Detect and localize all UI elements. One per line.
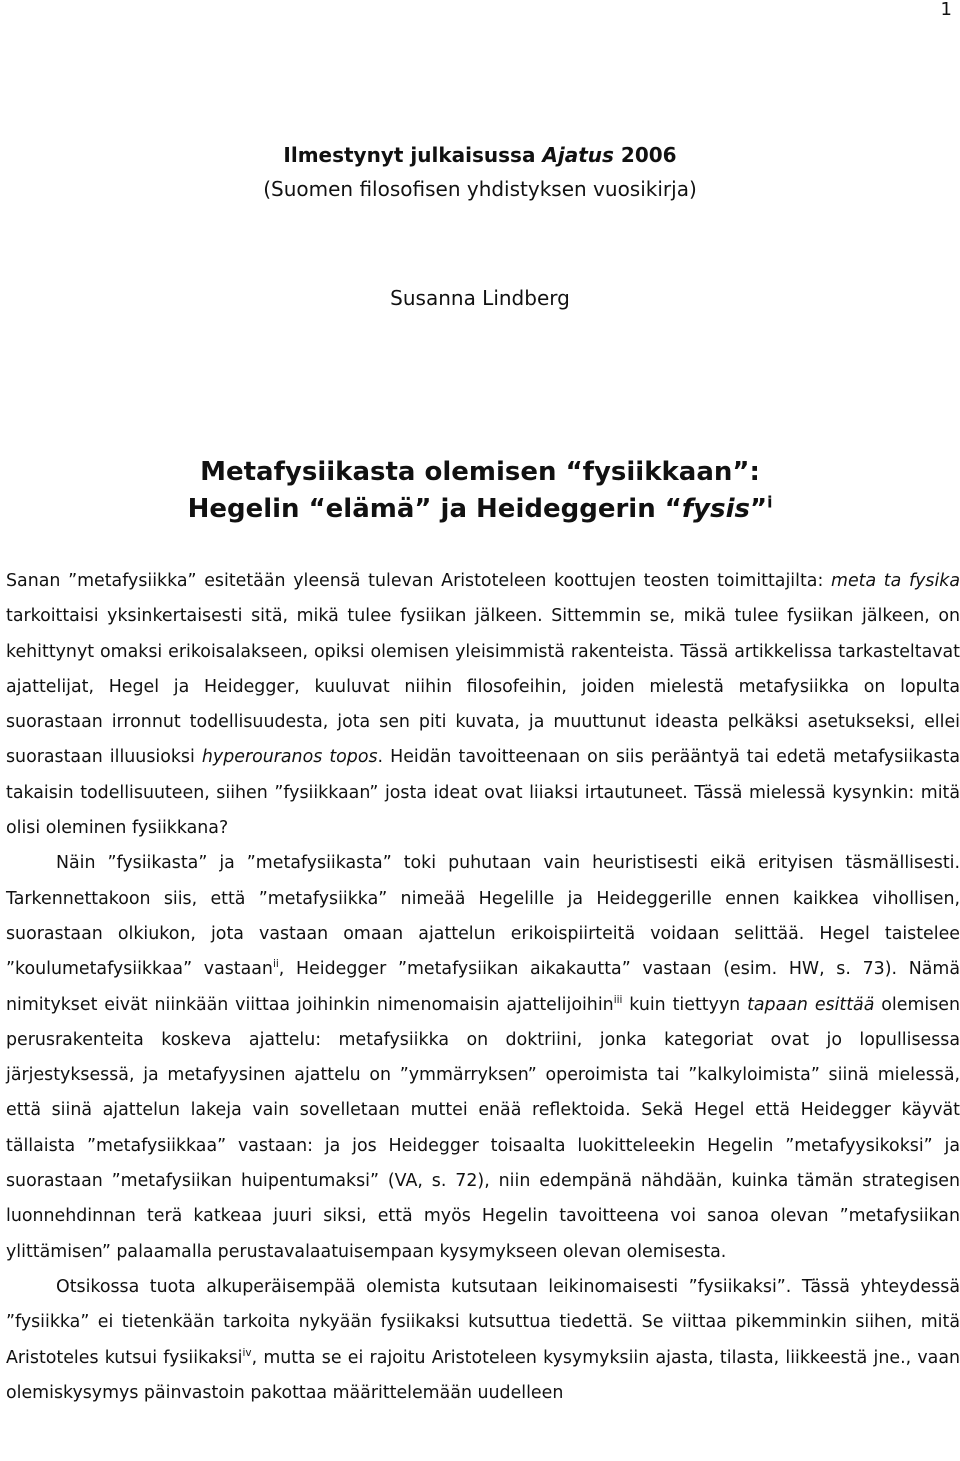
title-line-2 <box>0 491 960 528</box>
publication-prefix: Ilmestynyt julkaisussa <box>283 143 543 167</box>
title-footnote-ref[interactable]: i <box>767 493 773 512</box>
p3-text-b: , mutta se ei rajoitu Aristoteleen kysymyksiin ajasta, tilasta, liikkeestä jne., vaan olemiskysymys päinvastoin pakottaa määrittelemään uudelleen <box>6 1347 960 1403</box>
footnote-ref-iii[interactable]: iii <box>613 993 623 1006</box>
publication-note <box>0 140 960 204</box>
footnote-ref-ii[interactable]: ii <box>272 958 279 971</box>
title-line-1: Metafysiikasta olemisen “fysiikkaan”: <box>200 457 760 487</box>
p1-text-a: Sanan ”metafysiikka” esitetään yleensä tulevan Aristoteleen koottujen teosten toimittajilta: <box>6 571 831 591</box>
journal-name: Ajatus <box>542 143 614 167</box>
p1-text-e: . Heidän tavoitteenaan on siis perääntyä tai edetä metafysiikasta takaisin todellisuuteen, siihen ”fysiikkaan” josta ideat ovat liiaksi irtautuneet. Tässä mielessä kysynkin: mitä olisi oleminen fysiikkana? <box>6 747 960 839</box>
page-number: 1 <box>940 0 952 20</box>
publication-year: 2006 <box>613 143 677 167</box>
p3-text-a: Otsikossa tuota alkuperäisempää olemista kutsutaan leikinomaisesti ”fysiikaksi”. Tässä yhteydessä ”fysiikka” ei tietenkään tarkoita nykyään fysiikaksi kutsuttua tiedettä. Se viittaa pikemminkin siihen, mitä Aristoteles kutsui fysiikaksi <box>6 1276 960 1368</box>
article-title <box>0 454 960 528</box>
p2-text-b: , Heidegger ”metafysiikan aikakautta” vastaan (esim. HW, s. 73). Nämä nimitykset eivät niinkään viittaa joihinkin nimenomaisin ajattelijoihin <box>6 959 960 1015</box>
title-fysis: fysis <box>681 494 750 524</box>
paragraph-2 <box>6 846 960 1270</box>
publication-line-1 <box>0 140 960 170</box>
p2-text-c: kuin tiettyyn <box>622 994 748 1015</box>
p2-tapaan-esittaa: tapaan esittää <box>747 994 875 1015</box>
p2-text-a: Näin ”fysiikasta” ja ”metafysiikasta” toki puhutaan vain heuristisesti eikä erityisen täsmällisesti. Tarkennettakoon siis, että ”metafysiikka” nimeää Hegelille ja Heideggerille ennen kaikkea vihollisen, suorastaan olkiukon, jota vastaan omaan ajattelun erikoispiirteitä voidaan selittää. Hegel taistelee ”koulumetafysiikkaa” vastaan <box>6 853 960 980</box>
p1-hyperouranos-topos: hyperouranos topos <box>201 747 378 768</box>
p1-text-c: tarkoittaisi yksinkertaisesti sitä, mikä tulee fysiikan jälkeen. Sittemmin se, mikä tulee fysiikan jälkeen, on kehittynyt omaksi erikoisalakseen, opiksi olemisen yleisimmistä rakenteista. Tässä artikkelissa tarkasteltavat ajattelijat, Hegel ja Heidegger, kuuluvat niihin filosofeihin, joiden mielestä metafysiikka on lopulta suorastaan irronnut todellisuudesta, jota sen piti kuvata, ja muuttunut ideasta pelkäksi asetukseksi, ellei suorastaan illuusioksi <box>6 606 960 768</box>
title-line-2-c: ” <box>749 494 768 524</box>
author-name: Susanna Lindberg <box>390 286 570 310</box>
paragraph-1 <box>6 564 960 846</box>
p2-text-e: olemisen perusrakenteita koskeva ajattelu: metafysiikka on doktriini, jonka kategoriat ovat jo lopullisessa järjestyksessä, ja metafyysinen ajattelu on ”ymmärryksen” operoimista tai ”kalkyloimista” siinä mielessä, että siinä ajattelun lakeja vain sovelletaan muttei enää reflektoida. Sekä Hegel että Heidegger käyvät tällaista ”metafysiikkaa” vastaan: ja jos Heidegger toisaalta luokitteleekin Hegelin ”metafyysikoksi” ja suorastaan ”metafysiikan huipentumaksi” (VA, s. 72), niin edempänä nähdään, kuinka tämän strategisen luonnehdinnan terä katkeaa juuri siksi, että myös Hegelin tavoitteena voi sanoa olevan ”metafysiikan ylittämisen” palaamalla perustavalaatuisempaan kysymykseen olevan olemisesta. <box>6 994 960 1262</box>
paragraph-3 <box>6 1270 960 1411</box>
p1-meta-ta-fysika: meta ta fysika <box>831 571 960 591</box>
publication-line-2: (Suomen filosofisen yhdistyksen vuosikirja) <box>263 177 697 201</box>
footnote-ref-iv[interactable]: iv <box>242 1346 252 1359</box>
title-line-2-a: Hegelin “elämä” ja Heideggerin “ <box>187 494 682 524</box>
article-body <box>6 564 960 1411</box>
